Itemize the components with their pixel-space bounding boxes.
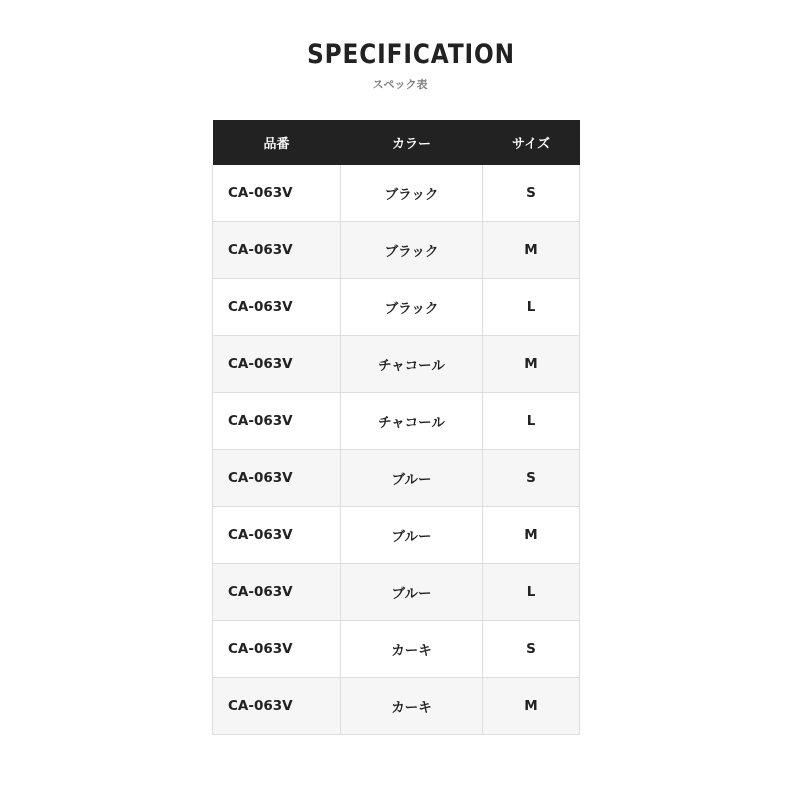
cell-size: M xyxy=(483,507,580,564)
cell-code: CA-063V xyxy=(213,279,341,336)
table-row xyxy=(213,507,580,564)
table-row xyxy=(213,678,580,735)
cell-color: ブラック xyxy=(341,222,483,279)
cell-color: カーキ xyxy=(341,678,483,735)
cell-code: CA-063V xyxy=(213,621,341,678)
page-title: SPECIFICATION xyxy=(307,39,515,70)
header-row xyxy=(213,120,580,165)
table-row xyxy=(213,621,580,678)
cell-color: カーキ xyxy=(341,621,483,678)
cell-size: S xyxy=(483,621,580,678)
cell-color: ブラック xyxy=(341,279,483,336)
cell-code: CA-063V xyxy=(213,507,341,564)
cell-code: CA-063V xyxy=(213,222,341,279)
cell-code: CA-063V xyxy=(213,450,341,507)
cell-code: CA-063V xyxy=(213,678,341,735)
table-row xyxy=(213,165,580,222)
spec-table-header xyxy=(213,120,580,165)
column-header-color: カラー xyxy=(341,120,483,165)
page-subtitle: スペック表 xyxy=(372,78,428,91)
cell-code: CA-063V xyxy=(213,564,341,621)
cell-code: CA-063V xyxy=(213,336,341,393)
cell-color: ブラック xyxy=(341,165,483,222)
cell-size: M xyxy=(483,336,580,393)
cell-size: L xyxy=(483,564,580,621)
spec-table xyxy=(212,120,580,735)
table-row xyxy=(213,450,580,507)
table-row xyxy=(213,393,580,450)
cell-color: ブルー xyxy=(341,564,483,621)
table-row xyxy=(213,564,580,621)
cell-size: M xyxy=(483,222,580,279)
cell-size: L xyxy=(483,393,580,450)
cell-code: CA-063V xyxy=(213,393,341,450)
cell-color: チャコール xyxy=(341,336,483,393)
table-row xyxy=(213,336,580,393)
table-row xyxy=(213,279,580,336)
table-row xyxy=(213,222,580,279)
cell-color: チャコール xyxy=(341,393,483,450)
cell-code: CA-063V xyxy=(213,165,341,222)
cell-size: S xyxy=(483,450,580,507)
cell-color: ブルー xyxy=(341,507,483,564)
column-header-code: 品番 xyxy=(213,120,341,165)
cell-size: M xyxy=(483,678,580,735)
cell-size: S xyxy=(483,165,580,222)
cell-size: L xyxy=(483,279,580,336)
spec-table-body xyxy=(213,165,580,735)
cell-color: ブルー xyxy=(341,450,483,507)
column-header-size: サイズ xyxy=(483,120,580,165)
